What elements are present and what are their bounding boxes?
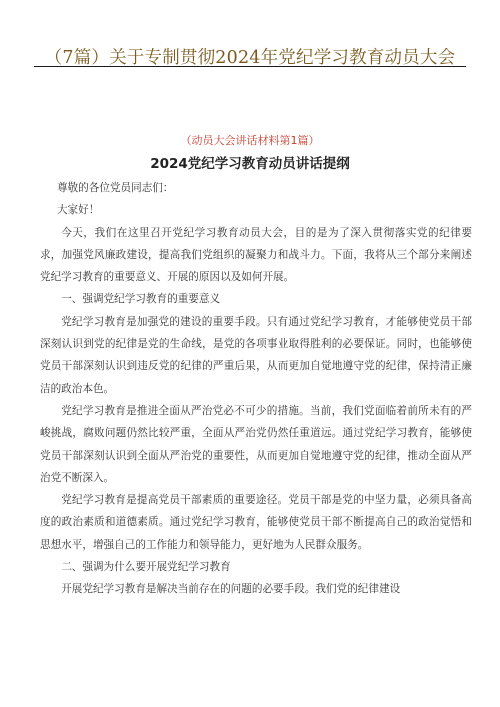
banner-title: （7篇）关于专制贯彻2024年党纪学习教育动员大会 <box>44 48 456 68</box>
paragraph: 党纪学习教育是加强党的建设的重要手段。只有通过党纪学习教育，才能够使党员干部深刻认识到党的纪律是党的生命线，是党的各项事业取得胜利的必要保证。同时，也能够使党员干部深刻认识到违反党的纪律的严重后果，从而更加自觉地遵守党的纪律，保持清正廉洁的政治本色。 <box>40 315 472 395</box>
document-body <box>40 177 472 601</box>
paragraph: 开展党纪学习教育是解决当前存在的问题的必要手段。我们党的纪律建设 <box>61 583 401 596</box>
banner-underline <box>34 66 466 67</box>
greeting: 大家好！ <box>56 204 100 217</box>
paragraph: 党纪学习教育是提高党员干部素质的重要途径。党员干部是党的中坚力量，必须具备高度的政治素质和道德素质。通过党纪学习教育，能够使党员干部不断提高自己的政治觉悟和思想水平，增强自己的工作能力和领导能力，更好地为人民群众服务。 <box>40 494 472 551</box>
series-label: （动员大会讲话材料第1篇） <box>180 134 320 147</box>
document-title: 2024党纪学习教育动员讲话提纲 <box>150 156 350 172</box>
section-heading-1: 一、强调党纪学习教育的重要意义 <box>61 293 221 306</box>
paragraph: 党纪学习教育是推进全面从严治党必不可少的措施。当前，我们党面临着前所未有的严峻挑战，腐败问题仍然比较严重，全面从严治党仍然任重道远。通过党纪学习教育，能够使党员干部深刻认识到全面从严治党的重要性，从而更加自觉地遵守党的纪律，推动全面从严治党不断深入。 <box>40 404 472 484</box>
section-heading-2: 二、强调为什么要开展党纪学习教育 <box>61 561 231 574</box>
paragraph-intro: 今天，我们在这里召开党纪学习教育动员大会，目的是为了深入贯彻落实党的纪律要求，加强党风廉政建设，提高我们党组织的凝聚力和战斗力。下面，我将从三个部分来阐述党纪学习教育的重要意义、开展的原因以及如何开展。 <box>40 226 472 284</box>
salutation: 尊敬的各位党员同志们： <box>56 182 174 194</box>
